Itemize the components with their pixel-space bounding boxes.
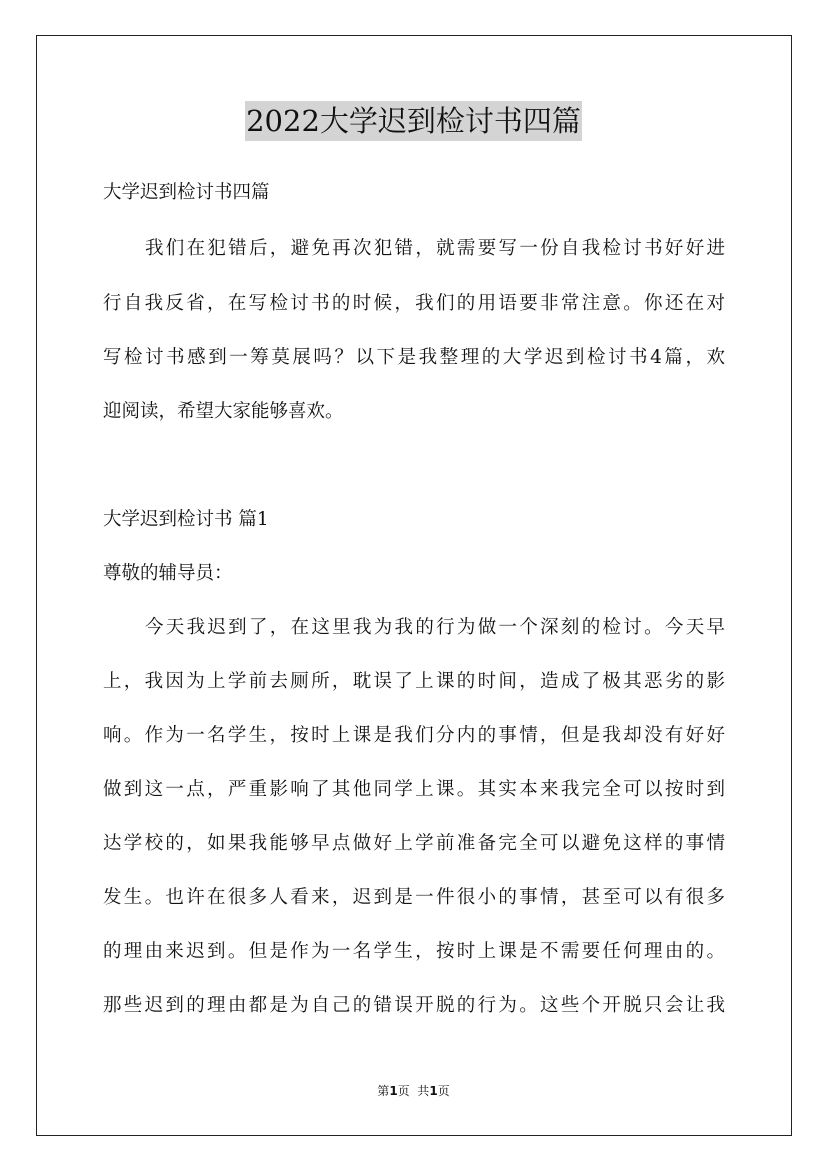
document-title: 2022大学迟到检讨书四篇 [245,101,582,141]
intro-line-4: 迎阅读，希望大家能够喜欢。 [103,401,344,422]
intro-line-2: 行自我反省，在写检讨书的时候，我们的用语要非常注意。你还在对 [103,293,725,314]
body-line-5: 达学校的，如果我能够早点做好上学前准备完全可以避免这样的事情 [103,833,725,854]
footer-page-number: 1 [389,1084,398,1098]
body-line-6: 发生。也许在很多人看来，迟到是一件很小的事情，甚至可以有很多 [103,887,725,908]
intro-line-1: 我们在犯错后，避免再次犯错，就需要写一份自我检讨书好好进 [145,238,725,259]
section-heading: 大学迟到检讨书 篇1 [103,509,269,530]
intro-line-3: 写检讨书感到一筹莫展吗？以下是我整理的大学迟到检讨书4篇，欢 [103,347,725,368]
subtitle: 大学迟到检讨书四篇 [103,182,270,203]
footer-page-prefix: 第 [377,1084,390,1098]
body-line-4: 做到这一点，严重影响了其他同学上课。其实本来我完全可以按时到 [103,779,725,800]
footer-page-mid: 页 共 [397,1084,430,1098]
body-line-7: 的理由来迟到。但是作为一名学生，按时上课是不需要任何理由的。 [103,941,725,962]
body-line-8: 那些迟到的理由都是为自己的错误开脱的行为。这些个开脱只会让我 [103,995,725,1016]
body-line-3: 响。作为一名学生，按时上课是我们分内的事情，但是我却没有好好 [103,725,725,746]
body-line-2: 上，我因为上学前去厕所，耽误了上课的时间，造成了极其恶劣的影 [103,671,725,692]
title-container [0,101,827,141]
salutation: 尊敬的辅导员： [103,563,233,584]
footer-page-total: 1 [429,1084,438,1098]
page-footer [0,1083,827,1099]
body-line-1: 今天我迟到了，在这里我为我的行为做一个深刻的检讨。今天早 [145,617,725,638]
footer-page-suffix: 页 [437,1084,450,1098]
